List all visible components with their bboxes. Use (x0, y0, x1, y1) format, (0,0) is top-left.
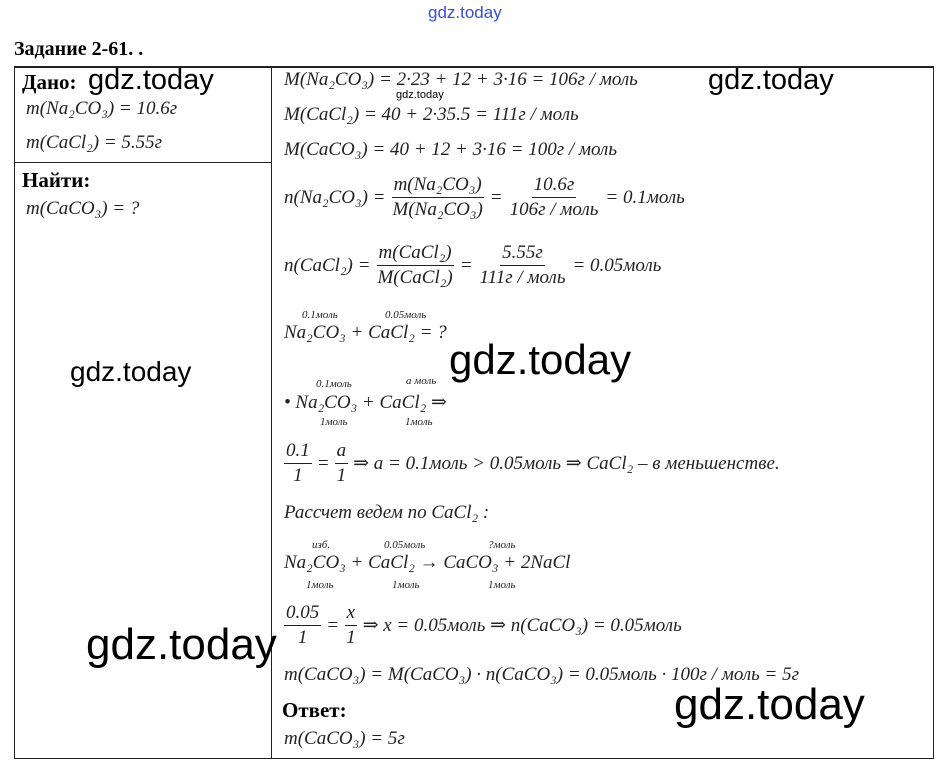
moles-na2co3: n(Na₂CO₃) = $\frac{\text{m(Na₂CO₃)}}{\text{M(Na₂CO₃)}}$ = $\frac{10.6г}{\text{106г / моль}}$ = 0.1моль (284, 174, 685, 220)
ratio-product: $\frac{0.05}{1}$ = $\frac{x}{1}$ ⇒ x = 0.05моль ⇒ n(CaCO₃) = 0.05моль (286, 602, 682, 648)
fraction-denominator: 106г / моль (509, 199, 599, 220)
moles-cacl2: n(CaCl₂) = $\frac{\text{m(CaCl₂)}}{\text{M(CaCl₂)}}$ = $\frac{5.55г}{\text{111г / моль}}$ = 0.05моль (284, 242, 662, 288)
table-left-border (14, 66, 15, 759)
fraction-numerator: x (345, 602, 357, 626)
fraction-denominator: 1 (336, 465, 347, 486)
watermark: gdz.today (88, 64, 214, 96)
moles-cacl2-result: = 0.05моль (572, 254, 662, 276)
mass-calculation: m(CaCO₃) = M(CaCO₃) · n(CaCO₃) = 0.05моль · 100г / моль = 5г (284, 664, 800, 685)
fraction-denominator: M(CaCl₂) (377, 267, 453, 288)
fraction-numerator: a (335, 440, 349, 464)
fraction-denominator: M(Na₂CO₃) (392, 199, 483, 220)
eq1-amount-na2co3: 0.1моль (302, 309, 338, 321)
top-watermark: gdz.today (428, 3, 502, 22)
fraction-denominator: 1 (293, 465, 303, 486)
molar-mass-na2co3: M(Na₂CO₃) = 2·23 + 12 + 3·16 = 106г / моль (284, 69, 638, 90)
moles-cacl2-lhs: n(CaCl₂) = (284, 254, 371, 276)
eq3-coef-cacl2: 1моль (392, 579, 420, 591)
moles-na2co3-lhs: n(Na₂CO₃) = (284, 186, 386, 208)
answer-value: m(CaCO₃) = 5г (284, 728, 405, 749)
answer-label: Ответ: (282, 698, 347, 722)
reaction-equation-3: Na₂CO₃ + CaCl₂ → CaCO₃ + 2NaCl (284, 552, 571, 573)
eq2-coef-cacl2: 1моль (405, 416, 433, 428)
reaction-equation-2: • Na₂CO₃ + CaCl₂ ⇒ (284, 392, 447, 413)
moles-na2co3-result: = 0.1моль (605, 186, 685, 208)
watermark: gdz.today (70, 356, 192, 387)
fraction-numerator: 5.55г (500, 242, 545, 266)
eq2-amount-cacl2: а моль (406, 375, 437, 387)
fraction-numerator: 0.1 (284, 440, 312, 464)
molar-mass-caco3: M(CaCO₃) = 40 + 12 + 3·16 = 100г / моль (284, 139, 617, 160)
given-mass-cacl2: m(CaCl₂) = 5.55г (26, 132, 163, 153)
fraction-denominator: 1 (346, 627, 356, 648)
eq1-amount-cacl2: 0.05моль (385, 309, 427, 321)
given-mass-na2co3: m(Na₂CO₃) = 10.6г (26, 98, 178, 119)
find-mass-caco3: m(CaCO₃) = ? (26, 198, 140, 219)
given-label: Дано: (22, 70, 77, 94)
eq3-coef-na2co3: 1моль (306, 579, 334, 591)
watermark: gdz.today (449, 336, 632, 383)
watermark: gdz.today (708, 64, 834, 96)
fraction-denominator: 1 (297, 627, 308, 648)
find-label: Найти: (22, 168, 91, 192)
fraction-denominator: 111г / моль (479, 267, 566, 288)
task-title: Задание 2-61. . (14, 38, 144, 60)
eq3-amount-caco3: ?моль (488, 539, 516, 551)
watermark: gdz.today (86, 620, 277, 669)
eq3-amount-na2co3: изб. (312, 539, 331, 551)
fraction-numerator: m(CaCl₂) (377, 242, 454, 266)
calculation-note: Рассчет ведем по CaCl₂ : (284, 502, 490, 523)
fraction-numerator: 0.05 (284, 602, 321, 626)
watermark: gdz.today (674, 680, 865, 729)
ratio-product-conclusion: ⇒ x = 0.05моль ⇒ n(CaCO₃) = 0.05моль (362, 615, 682, 636)
eq2-coef-na2co3: 1моль (320, 416, 348, 428)
given-find-divider (14, 162, 272, 163)
ratio-comparison-conclusion: ⇒ a = 0.1моль > 0.05моль ⇒ CaCl₂ – в меньшенстве. (353, 453, 780, 474)
table-bottom-border (14, 758, 934, 759)
fraction-numerator: m(Na₂CO₃) (392, 174, 484, 198)
molar-mass-cacl2: M(CaCl₂) = 40 + 2·35.5 = 111г / моль (284, 104, 579, 125)
table-right-border (933, 66, 934, 759)
eq3-coef-caco3: 1моль (488, 579, 516, 591)
eq3-amount-cacl2: 0.05моль (384, 539, 426, 551)
ratio-comparison: $\frac{0.1}{1}$ = $\frac{a}{1}$ ⇒ a = 0.1моль > 0.05моль ⇒ CaCl₂ – в меньшенстве. (286, 440, 780, 486)
reaction-equation-1: Na₂CO₃ + CaCl₂ = ? (284, 322, 447, 343)
fraction-numerator: 10.6г (532, 174, 577, 198)
eq2-amount-na2co3: 0.1моль (316, 378, 352, 390)
watermark-small: gdz.today (396, 89, 444, 101)
